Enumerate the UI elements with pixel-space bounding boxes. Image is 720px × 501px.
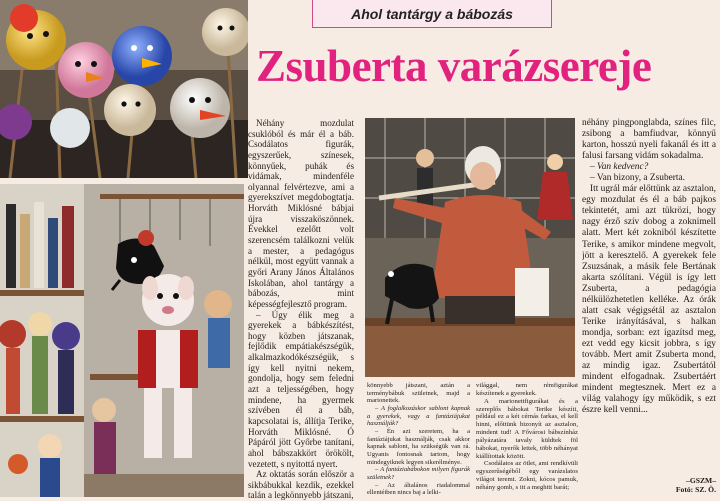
text-column-1 <box>248 118 354 501</box>
author-signature: –GSZM– <box>686 476 716 485</box>
teacher-with-marionette-photo <box>365 118 575 377</box>
paragraph: Néhány mozdulat csuklóból és már él a báb. Csodálatos figurák, egyszerűek, színesek, könnyűek, puhák és vidámak, mindenféle olyannal felvértezve, ami a gyerekszívet megdobogtatja. Horváth Miklósné bábjai újra visszaköszönnek. Évekkel ezelőtt volt szerencsém találkozni velük a mester, a pedagógus nélkül, most együtt vannak a győri Arany János Általános Iskolában, ahol tantárgy a bábozás, mint képességfejlesztő program. <box>248 118 354 309</box>
kicker-text: Ahol tantárgy a bábozás <box>351 5 513 22</box>
paragraph: Csodálatos az ötlet, ami rendkívüli egyszerűségéből egy varázslatos világot teremt. Zokni, kócos pamuk, néhány gomb, s itt a meghitt barát; <box>476 460 578 491</box>
puppet-shelf-photo <box>0 184 244 497</box>
paragraph: könnyebb játszani, aztán a terménybábuk születnek, majd a marionettek. <box>367 382 470 405</box>
kicker-box <box>312 0 552 28</box>
photo-credit: Fotó: SZ. Ö. <box>675 485 716 494</box>
paragraph: – Van bizony, a Zsuberta. <box>590 173 686 184</box>
text-column-2 <box>367 382 470 497</box>
paragraph: – Az általános riadalommal ellentétben nincs baj a lelki- <box>367 481 470 497</box>
puppet-heads-photo <box>0 0 248 178</box>
teacher-illustration <box>365 118 575 377</box>
puppet-heads-illustration <box>0 0 248 178</box>
paragraph: világgal, nem rémfigurákat készítenek a gyerekek. <box>476 382 578 397</box>
paragraph: Az oktatás során először a sikbábukkal kezdik, ezekkel talán a legkönnyebb játszani, <box>248 469 354 501</box>
question: – A foglalkozáskor sablont kapnak a gyerekek, vagy a fantáziájukat használják? <box>367 404 470 428</box>
paragraph: – Én azt szeretem, ha a fantáziájukat használják, csak akkor kapnak sablont, ha szükségük van rá. Ugyanis fontosnak tartom, hogy mindegyiknek legyen sikerélménye. <box>367 427 470 466</box>
paragraph: A marionettfigurákat és a szereplős bábokat Terike készíti, például ez a két cérnás farkas, el kell hinni, előttünk bizonyít az asztalon, mindent tud! A Fővárosi bábszínház pályázatára tavaly küldtek föl bábokat, nyerők lettek, több néhányat kiállítottak között. <box>476 397 578 460</box>
text-column-3 <box>476 382 578 497</box>
paragraph: néhány pingponglabda, színes filc, zsibong a bamfiudvar, könnyű karton, hosszú nyeli fakanál és itt a falusi farsang vidám sokadalma. <box>582 118 716 162</box>
text-column-4 <box>582 118 716 478</box>
headline: Zsuberta varázsereje <box>256 41 652 91</box>
puppet-shelf-illustration <box>0 184 244 497</box>
paragraph: Itt ugrál már előttünk az asztalon, egy mozdulat és él a báb pajkos tekintetét, ami azt tükrözi, hogy nagy érző szív dobog a zoknimell alatt. Mert két zokniból készítette Terike, s amikor mindene megvolt, jött a keresztelő. A gyerekek fele Zsuzsának, a másik fele Bertának akarta szólítani. Végül is így lett Zsuberta, a pedagógia nélkülözhetetlen kelléke. Az órák alatt csak végigsétál az asztalon Terike irányításával, s halkan mondja, sorban: ezt ígazítsd meg, ezt vedd egy kicsit jobbra, s így tovább. Mert amit Zsuberta mond, az mindig igaz. Zsubertától mindent elfogadnak. Zsubertáért mindent megtesznek. Mert ez a világ valahogy így működik, s ezt észre kell venni... <box>582 184 716 416</box>
paragraph: – Úgy élik meg a gyerekek a bábkészítést, hogy közben játszanak, fejlődik empátiakészségük, alkalmazkodókészségük, s így kell nyitni nekem, gondolja, hogy sem feledni azt a teljességében, hogy mindene, ha gyermek szívében él a báb, kapcsolatai is, állítja Terike, Horváth Miklósné. Ó Pápáról jött Győrbe tanítani, ahol bábszakkört örökölt, vezetett, s nyitottá nyert. <box>248 309 354 469</box>
credits <box>582 476 716 494</box>
question: – A fantáziabábokon milyen figurák születnek? <box>367 466 470 481</box>
question: – Van kedvenc? <box>590 162 649 173</box>
